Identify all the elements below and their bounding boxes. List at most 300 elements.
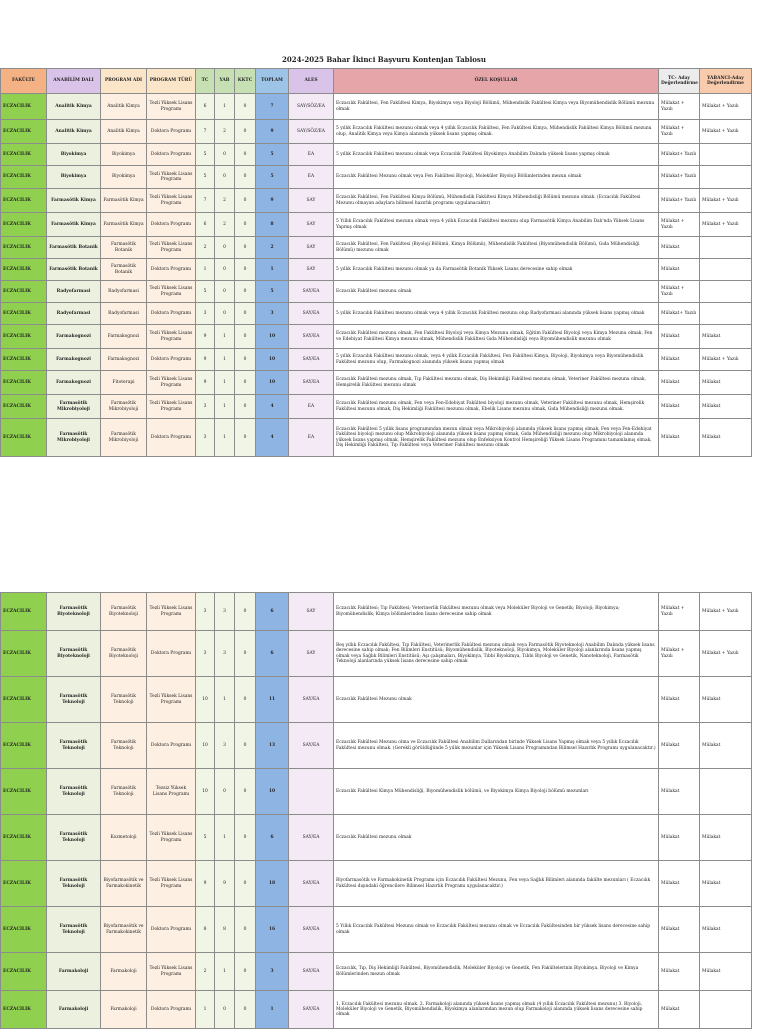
cell-fakulte: ECZACILIK — [1, 189, 47, 213]
cell-program-adi: Farmasötik Teknoloji — [101, 677, 147, 723]
cell-toplam: 10 — [256, 371, 289, 395]
cell-ozel-kosullar: Eczacılık Fakültesi mezunu olmak, Fen Fakültesi Biyoloji veya Kimya Mezunu olmak, Eğitim Fakültesi Biyoloji veya Kimya Mezunu olmak, Fen ve Edebiyat Fakültesi Kimya mezunu olmak, Mühendislik Fakültesi Gıda Mühendisliği veya Biyomühendislik mezunu olmak — [334, 325, 659, 349]
cell-kktc: 0 — [235, 213, 256, 237]
cell-yab: 1 — [215, 371, 235, 395]
cell-tc-aday: Mülakat — [659, 907, 700, 953]
cell-anabilim: Biyokimya — [47, 166, 101, 189]
table-row — [1, 94, 752, 120]
cell-anabilim: Farmasötik Mikrobiyoloji — [47, 419, 101, 457]
cell-ales: EA — [289, 419, 334, 457]
header-fakulte: FAKÜLTE — [1, 69, 47, 94]
table-row — [1, 144, 752, 166]
cell-tc: 2 — [196, 953, 215, 991]
cell-fakulte: ECZACILIK — [1, 166, 47, 189]
cell-program-adi: Biyofarmasötik ve Farmakokinetik — [101, 861, 147, 907]
cell-ozel-kosullar: Eczacılık Fakültesi Mezunu olmak — [334, 677, 659, 723]
cell-toplam: 18 — [256, 861, 289, 907]
cell-toplam: 10 — [256, 325, 289, 349]
cell-yabanci-aday: Mülakat — [700, 395, 752, 419]
cell-anabilim: Farmasötik Teknoloji — [47, 907, 101, 953]
cell-program-adi: Farmasötik Biyoteknoloji — [101, 593, 147, 631]
cell-program-adi: Farmasötik Mikrobiyoloji — [101, 419, 147, 457]
table-row — [1, 991, 752, 1029]
cell-toplam: 5 — [256, 144, 289, 166]
cell-anabilim: Farmasötik Teknoloji — [47, 861, 101, 907]
cell-fakulte: ECZACILIK — [1, 94, 47, 120]
cell-toplam: 5 — [256, 281, 289, 303]
cell-yabanci-aday: Mülakat — [700, 953, 752, 991]
cell-kktc: 0 — [235, 237, 256, 259]
cell-tc-aday: Mülakat — [659, 723, 700, 769]
header-yabanci-aday: YABANCI-Aday Değerlendirme — [700, 69, 752, 94]
cell-kktc: 0 — [235, 991, 256, 1029]
cell-ales: SAY/EA — [289, 907, 334, 953]
cell-anabilim: Farmakognozi — [47, 349, 101, 371]
cell-yab: 1 — [215, 419, 235, 457]
cell-toplam: 9 — [256, 120, 289, 144]
cell-toplam: 3 — [256, 953, 289, 991]
table-row — [1, 371, 752, 395]
cell-ales: SAY/EA — [289, 677, 334, 723]
cell-ales: SAY — [289, 259, 334, 281]
cell-toplam: 7 — [256, 94, 289, 120]
cell-anabilim: Farmasötik Biyoteknoloji — [47, 631, 101, 677]
cell-toplam: 6 — [256, 631, 289, 677]
cell-yab: 0 — [215, 166, 235, 189]
table-row — [1, 281, 752, 303]
cell-tc-aday: Mülakat + Yazılı — [659, 593, 700, 631]
cell-yabanci-aday: Mülakat — [700, 861, 752, 907]
cell-tc: 9 — [196, 325, 215, 349]
cell-program-turu: Doktora Programı — [147, 631, 196, 677]
cell-fakulte: ECZACILIK — [1, 419, 47, 457]
cell-yabanci-aday — [700, 281, 752, 303]
cell-program-turu: Tezli Yüksek Lisans Programı — [147, 325, 196, 349]
cell-kktc: 0 — [235, 593, 256, 631]
cell-yab: 1 — [215, 349, 235, 371]
header-row — [1, 69, 752, 94]
cell-toplam: 6 — [256, 815, 289, 861]
cell-tc-aday: Mülakat + Yazılı — [659, 281, 700, 303]
page-title: 2024-2025 Bahar İkinci Başvuru Kontenjan Tablosu — [282, 55, 486, 64]
table-row — [1, 166, 752, 189]
cell-fakulte: ECZACILIK — [1, 769, 47, 815]
cell-tc-aday: Mülakat — [659, 677, 700, 723]
table-row — [1, 861, 752, 907]
cell-yabanci-aday: Mülakat + Yazılı — [700, 189, 752, 213]
cell-anabilim: Biyokimya — [47, 144, 101, 166]
cell-program-adi: Farmasötik Teknoloji — [101, 769, 147, 815]
cell-ales: SAY — [289, 631, 334, 677]
cell-program-turu: Doktora Programı — [147, 419, 196, 457]
cell-ales: SAY/EA — [289, 303, 334, 325]
cell-tc-aday: Mülakat + Yazılı — [659, 631, 700, 677]
cell-kktc: 0 — [235, 189, 256, 213]
cell-program-turu: Tezli Yüksek Lisans Programı — [147, 371, 196, 395]
cell-kktc: 0 — [235, 677, 256, 723]
table-row — [1, 237, 752, 259]
cell-yabanci-aday — [700, 303, 752, 325]
cell-toplam: 13 — [256, 723, 289, 769]
cell-toplam: 3 — [256, 303, 289, 325]
cell-yab: 8 — [215, 907, 235, 953]
cell-anabilim: Farmakognozi — [47, 325, 101, 349]
cell-toplam: 2 — [256, 237, 289, 259]
cell-anabilim: Farmasötik Biyoteknoloji — [47, 593, 101, 631]
cell-kktc: 0 — [235, 166, 256, 189]
cell-yab: 0 — [215, 991, 235, 1029]
table-row — [1, 593, 752, 631]
cell-tc: 3 — [196, 395, 215, 419]
cell-tc: 10 — [196, 677, 215, 723]
cell-tc: 8 — [196, 907, 215, 953]
cell-anabilim: Analitik Kimya — [47, 94, 101, 120]
cell-ales — [289, 769, 334, 815]
cell-kktc: 0 — [235, 419, 256, 457]
cell-tc: 7 — [196, 120, 215, 144]
cell-anabilim: Farmasötik Botanik — [47, 259, 101, 281]
cell-ales: SAY — [289, 237, 334, 259]
cell-tc-aday: Mülakat+ Yazılı — [659, 166, 700, 189]
header-ales: ALES — [289, 69, 334, 94]
cell-anabilim: Farmasötik Mikrobiyoloji — [47, 395, 101, 419]
cell-ozel-kosullar: 5 Yıllık Eczacılık Fakültesi Mezunu olmak ve Eczacılık Fakültesi mezunu olmak ve Eczacılık Fakültesinden bir yüksek lisans derecesine sahip olmak — [334, 907, 659, 953]
cell-yabanci-aday: Mülakat + Yazılı — [700, 213, 752, 237]
cell-anabilim: Farmasötik Teknoloji — [47, 769, 101, 815]
cell-program-adi: Biyokimya — [101, 166, 147, 189]
cell-tc: 5 — [196, 281, 215, 303]
cell-tc-aday: Mülakat+ Yazılı — [659, 189, 700, 213]
cell-ales: EA — [289, 166, 334, 189]
cell-anabilim: Farmasötik Teknoloji — [47, 815, 101, 861]
cell-anabilim: Radyofarmasi — [47, 303, 101, 325]
table-row — [1, 395, 752, 419]
header-kktc: KKTC — [235, 69, 256, 94]
cell-yabanci-aday: Mülakat — [700, 815, 752, 861]
table-row — [1, 189, 752, 213]
cell-kktc: 0 — [235, 631, 256, 677]
cell-tc-aday: Mülakat — [659, 371, 700, 395]
cell-yab: 2 — [215, 213, 235, 237]
cell-program-turu: Tezli Yüksek Lisans Programı — [147, 677, 196, 723]
table-row — [1, 907, 752, 953]
quota-table-top — [0, 68, 752, 457]
cell-yabanci-aday: Mülakat + Yazılı — [700, 120, 752, 144]
cell-yab: 0 — [215, 303, 235, 325]
cell-fakulte: ECZACILIK — [1, 907, 47, 953]
cell-kktc: 0 — [235, 723, 256, 769]
cell-ozel-kosullar: Eczacılık Fakültesi Mezunu olma ve Eczacılık Fakültesi Anabilim Dallarından birinde Yüksek Lisans Yapmış olmak veya 5 yıllık Eczacılık Fakültesi mezunu olmak. (Gerekli görüldüğünde 5 yıllık mezunlar için Yüksek Lisans Programından Bilimsel Hazırlık Programı uygulanacaktır.) — [334, 723, 659, 769]
cell-tc: 3 — [196, 419, 215, 457]
cell-fakulte: ECZACILIK — [1, 259, 47, 281]
cell-program-turu: Tezli Yüksek Lisans Programı — [147, 281, 196, 303]
cell-anabilim: Farmakognozi — [47, 371, 101, 395]
cell-toplam: 9 — [256, 189, 289, 213]
cell-tc: 5 — [196, 166, 215, 189]
cell-yab: 0 — [215, 281, 235, 303]
cell-yabanci-aday — [700, 166, 752, 189]
cell-yabanci-aday: Mülakat — [700, 419, 752, 457]
cell-ozel-kosullar: Eczacılık Fakültesi mezunu olmak — [334, 281, 659, 303]
cell-tc: 9 — [196, 349, 215, 371]
table-row — [1, 325, 752, 349]
cell-fakulte: ECZACILIK — [1, 861, 47, 907]
cell-tc: 9 — [196, 861, 215, 907]
cell-anabilim: Farmakoloji — [47, 991, 101, 1029]
header-toplam: TOPLAM — [256, 69, 289, 94]
table-row — [1, 120, 752, 144]
cell-tc-aday: Mülakat — [659, 769, 700, 815]
cell-ales: SAY/SÖZ/EA — [289, 94, 334, 120]
cell-yab: 1 — [215, 395, 235, 419]
cell-yabanci-aday: Mülakat + Yazılı — [700, 593, 752, 631]
cell-ales: SAY/EA — [289, 281, 334, 303]
cell-fakulte: ECZACILIK — [1, 371, 47, 395]
cell-program-turu: Doktora Programı — [147, 144, 196, 166]
header-tc: TC — [196, 69, 215, 94]
cell-program-turu: Tezli Yüksek Lisans Programı — [147, 237, 196, 259]
cell-anabilim: Farmakoloji — [47, 953, 101, 991]
cell-toplam: 5 — [256, 166, 289, 189]
cell-ozel-kosullar: 5 Yıllık Eczacılık Fakültesi mezunu olmak veya 4 yıllık Eczacılık Fakültesi mezunu olup Farmasötik Kimya Anabilim Dalı'nda Yüksek Lisans Yapmış olmak — [334, 213, 659, 237]
cell-program-turu: Doktora Programı — [147, 723, 196, 769]
header-tc-aday: TC- Aday Değerlendirme — [659, 69, 700, 94]
cell-ozel-kosullar: 5 yıllık Eczacılık Fakültesi mezunu olmak veya Eczacılık Fakültesi Biyokimya Anabilim Dalında yüksek lisans yapmış olmak — [334, 144, 659, 166]
cell-program-adi: Farmasötik Teknoloji — [101, 723, 147, 769]
cell-ozel-kosullar: Eczacılık, Tıp, Diş Hekimliği Fakültesi, Biyomühendislik, Moleküler Biyoloji ve Genetik, Fen Fakültelerinin Biyokimya, Biyoloji ve Kimya Bölümlerinden mezun olmak — [334, 953, 659, 991]
table-row — [1, 677, 752, 723]
header-program-turu: PROGRAM TÜRÜ — [147, 69, 196, 94]
cell-tc-aday: Mülakat — [659, 991, 700, 1029]
cell-yabanci-aday — [700, 259, 752, 281]
cell-yab: 0 — [215, 144, 235, 166]
cell-yab: 0 — [215, 237, 235, 259]
cell-program-adi: Farmakognozi — [101, 325, 147, 349]
cell-program-adi: Farmasötik Biyoteknoloji — [101, 631, 147, 677]
cell-tc: 5 — [196, 815, 215, 861]
cell-yabanci-aday: Mülakat — [700, 371, 752, 395]
cell-toplam: 6 — [256, 593, 289, 631]
cell-tc-aday: Mülakat + Yazılı — [659, 94, 700, 120]
cell-program-adi: Farmakoloji — [101, 991, 147, 1029]
table-row — [1, 953, 752, 991]
cell-kktc: 0 — [235, 861, 256, 907]
cell-fakulte: ECZACILIK — [1, 213, 47, 237]
table-row — [1, 303, 752, 325]
cell-toplam: 11 — [256, 677, 289, 723]
cell-tc-aday: Mülakat + Yazılı — [659, 120, 700, 144]
cell-fakulte: ECZACILIK — [1, 349, 47, 371]
cell-program-adi: Farmasötik Kimya — [101, 213, 147, 237]
cell-ales: SAY/EA — [289, 371, 334, 395]
cell-kktc: 0 — [235, 303, 256, 325]
cell-tc: 10 — [196, 723, 215, 769]
header-anabilim: ANABİLİM DALI — [47, 69, 101, 94]
cell-fakulte: ECZACILIK — [1, 395, 47, 419]
cell-program-turu: Tezsiz Yüksek Lisans Programı — [147, 769, 196, 815]
header-program-adi: PROGRAM ADI — [101, 69, 147, 94]
cell-anabilim: Farmasötik Kimya — [47, 213, 101, 237]
cell-yab: 0 — [215, 769, 235, 815]
cell-tc: 3 — [196, 303, 215, 325]
cell-yab: 2 — [215, 120, 235, 144]
cell-fakulte: ECZACILIK — [1, 991, 47, 1029]
cell-yabanci-aday — [700, 991, 752, 1029]
cell-program-adi: Analitik Kimya — [101, 120, 147, 144]
cell-yabanci-aday — [700, 144, 752, 166]
cell-ales: SAY/EA — [289, 723, 334, 769]
cell-toplam: 16 — [256, 907, 289, 953]
cell-tc-aday: Mülakat + Yazılı — [659, 213, 700, 237]
cell-ales: SAY/EA — [289, 991, 334, 1029]
cell-ozel-kosullar: 5 yıllık Eczacılık Fakültesi mezunu olmak ya da Farmasötik Botanik Yüksek Lisans derecesine sahip olmak — [334, 259, 659, 281]
cell-program-turu: Tezli Yüksek Lisans Programı — [147, 593, 196, 631]
cell-program-turu: Doktora Programı — [147, 907, 196, 953]
cell-ales: SAY/EA — [289, 953, 334, 991]
cell-program-adi: Biyokimya — [101, 144, 147, 166]
cell-ales: SAY/EA — [289, 349, 334, 371]
cell-ales: SAY — [289, 189, 334, 213]
cell-program-turu: Doktora Programı — [147, 259, 196, 281]
cell-tc-aday: Mülakat+ Yazılı — [659, 144, 700, 166]
cell-fakulte: ECZACILIK — [1, 631, 47, 677]
cell-ales: SAY/SÖZ/EA — [289, 120, 334, 144]
cell-program-turu: Tezli Yüksek Lisans Programı — [147, 953, 196, 991]
cell-yab: 3 — [215, 593, 235, 631]
cell-yab: 3 — [215, 631, 235, 677]
cell-anabilim: Farmasötik Teknoloji — [47, 723, 101, 769]
cell-fakulte: ECZACILIK — [1, 144, 47, 166]
cell-ales: EA — [289, 395, 334, 419]
cell-tc: 2 — [196, 237, 215, 259]
cell-ozel-kosullar: 5 yıllık Eczacılık Fakültesi mezunu olmak veya 4 yıllık Eczacılık Fakültesi mezunu olup Radyofarmasi alanında yüksek lisans yapmış olmak — [334, 303, 659, 325]
cell-toplam: 4 — [256, 419, 289, 457]
cell-program-adi: Analitik Kimya — [101, 94, 147, 120]
header-yab: YAB — [215, 69, 235, 94]
cell-anabilim: Farmasötik Kimya — [47, 189, 101, 213]
cell-program-turu: Tezli Yüksek Lisans Programı — [147, 94, 196, 120]
cell-fakulte: ECZACILIK — [1, 593, 47, 631]
cell-program-adi: Radyofarmasi — [101, 281, 147, 303]
quota-table-bottom — [0, 592, 752, 1029]
cell-program-turu: Doktora Programı — [147, 991, 196, 1029]
cell-fakulte: ECZACILIK — [1, 815, 47, 861]
cell-ales: SAY — [289, 593, 334, 631]
cell-ales: SAY/EA — [289, 325, 334, 349]
cell-yabanci-aday: Mülakat — [700, 677, 752, 723]
cell-program-turu: Tezli Yüksek Lisans Programı — [147, 861, 196, 907]
cell-tc-aday: Mülakat+ Yazılı — [659, 303, 700, 325]
cell-fakulte: ECZACILIK — [1, 120, 47, 144]
cell-fakulte: ECZACILIK — [1, 953, 47, 991]
cell-yab: 0 — [215, 259, 235, 281]
cell-tc-aday: Mülakat — [659, 815, 700, 861]
cell-yabanci-aday — [700, 769, 752, 815]
cell-program-turu: Doktora Programı — [147, 303, 196, 325]
header-ozel-kosullar: ÖZEL KOŞULLAR — [334, 69, 659, 94]
table-row — [1, 769, 752, 815]
cell-kktc: 0 — [235, 349, 256, 371]
cell-tc-aday: Mülakat — [659, 325, 700, 349]
cell-program-adi: Biyofarmasötik ve Farmakokinetik — [101, 907, 147, 953]
cell-toplam: 4 — [256, 395, 289, 419]
cell-fakulte: ECZACILIK — [1, 237, 47, 259]
cell-kktc: 0 — [235, 953, 256, 991]
cell-toplam: 10 — [256, 349, 289, 371]
cell-program-adi: Farmasötik Kimya — [101, 189, 147, 213]
cell-ozel-kosullar: Eczacılık Fakültesi Kimya Mühendisliği, Biyomühendislik bölümü, ve Biyokimya Kimya Biyoloji bölümü mezunları — [334, 769, 659, 815]
cell-tc-aday: Mülakat — [659, 395, 700, 419]
cell-tc: 9 — [196, 371, 215, 395]
cell-ozel-kosullar: Eczacılık Fakültesi 5 yıllık lisans programından mezun olmak veya Mikrobiyoloji alanında yüksek lisans yapmış olmak, Fen veya Fen-Edebiyat Fakültesi biyoloji mezunu olup Mikrobiyoloji alanında yüksek lisans yapmış olmak, Gıda Mühendisliği mezunu olup Mikrobiyoloji alanında yüksek lisans yapmış olmak, Hemşirelik Fakültesi mezunu olup Enfeksiyon Kontrol Hemşireliği Yüksek Lisans Programını tamamlamış olmak, Diş Hekimliği Fakültesi, Tıp Fakültesi veya Veteriner Fakültesi mezunu olmak — [334, 419, 659, 457]
cell-ales: SAY/EA — [289, 861, 334, 907]
cell-anabilim: Analitik Kimya — [47, 120, 101, 144]
cell-tc: 6 — [196, 94, 215, 120]
cell-tc-aday: Mülakat — [659, 349, 700, 371]
cell-anabilim: Farmasötik Botanik — [47, 237, 101, 259]
cell-yabanci-aday: Mülakat — [700, 325, 752, 349]
cell-tc-aday: Mülakat — [659, 953, 700, 991]
cell-tc: 1 — [196, 259, 215, 281]
cell-ozel-kosullar: Eczacılık Fakültesi, Fen Fakültesi (Biyoloji Bölümü, Kimya Bölümü), Mühendislik Fakültesi (Biyomühendislik Bölümü, Gıda Mühendisliği Bölümü) mezunu olmak — [334, 237, 659, 259]
cell-yab: 1 — [215, 815, 235, 861]
cell-ales: SAY/EA — [289, 815, 334, 861]
cell-kktc: 0 — [235, 769, 256, 815]
table-row — [1, 723, 752, 769]
cell-ozel-kosullar: Eczacılık Fakültesi mezunu olmak, Tıp Fakültesi mezunu olmak, Diş Hekimliği Fakültesi mezunu olmak, Veteriner Fakültesi mezunu olmak, Hemşirelik Fakültesi mezunu olmak — [334, 371, 659, 395]
cell-ozel-kosullar: 5 yıllık Eczacılık Fakültesi mezunu olmak, veya 4 yıllık Eczacılık Fakültesi, Fen Fakültesi Kimya, Biyoloji, Biyokimya veya Biyomühendislik Fakültesi mezunu olup, Farmakognozi alanında yüksek lisans yapmış olmak — [334, 349, 659, 371]
cell-tc: 7 — [196, 189, 215, 213]
cell-ozel-kosullar: Eczacılık Fakültesi, Fen Fakültesi Kimya, Biyokimya veya Biyoloji Bölümü, Mühendislik Fakültesi Kimya veya Biyomühendislik Bölümü mezunu olmak — [334, 94, 659, 120]
cell-ozel-kosullar: 1. Eczacılık Fakültesi mezunu olmak. 2. Farmakoloji alanında yüksek lisans yapmış olmak (4 yıllık Eczacılık Fakültesi mezunu) 3. Biyoloji, Moleküler Biyoloji ve Genetik, Biyomühendislik, Biyokimya alanlarından mezun olup Farmakoloji alanında yüksek lisans derecesine sahip olmak — [334, 991, 659, 1029]
table-row — [1, 815, 752, 861]
cell-kktc: 0 — [235, 815, 256, 861]
cell-yabanci-aday: Mülakat + Yazılı — [700, 349, 752, 371]
cell-ozel-kosullar: Eczacılık Fakültesi Mezunu olmak veya Fen Fakültesi Biyoloji, Moleküler Biyoloji Bölümlerinden mezun olmak — [334, 166, 659, 189]
cell-yabanci-aday: Mülakat + Yazılı — [700, 94, 752, 120]
cell-ozel-kosullar: 5 yıllık Eczacılık Fakültesi mezunu olmak veya 4 yıllık Eczacılık Fakültesi, Fen Fakültesi Kimya, Mühendislik Fakültesi Kimya Bölümü mezunu olup, Analitik Kimya veya Kimya alanında yüksek lisans yapmış olmak. — [334, 120, 659, 144]
cell-program-turu: Tezli Yüksek Lisans Programı — [147, 815, 196, 861]
cell-yab: 1 — [215, 677, 235, 723]
cell-program-turu: Doktora Programı — [147, 120, 196, 144]
cell-fakulte: ECZACILIK — [1, 325, 47, 349]
cell-tc-aday: Mülakat — [659, 259, 700, 281]
cell-yabanci-aday — [700, 237, 752, 259]
cell-fakulte: ECZACILIK — [1, 723, 47, 769]
cell-toplam: 1 — [256, 259, 289, 281]
cell-program-turu: Doktora Programı — [147, 213, 196, 237]
cell-kktc: 0 — [235, 259, 256, 281]
cell-ozel-kosullar: Eczacılık Fakültesi; Tıp Fakültesi; Veterinerlik Fakültesi mezunu olmak veya Moleküler Biyoloji ve Genetik; Biyoloji; Biyokimya; Biyomühendislik; Kimya bölümlerinden lisans derecesine sahip olmak — [334, 593, 659, 631]
cell-yab: 3 — [215, 723, 235, 769]
cell-yab: 1 — [215, 94, 235, 120]
cell-kktc: 0 — [235, 907, 256, 953]
cell-program-adi: Farmakoloji — [101, 953, 147, 991]
cell-kktc: 0 — [235, 120, 256, 144]
cell-program-adi: Radyofarmasi — [101, 303, 147, 325]
table-row — [1, 631, 752, 677]
cell-fakulte: ECZACILIK — [1, 677, 47, 723]
cell-tc: 6 — [196, 213, 215, 237]
cell-program-adi: Farmasötik Botanik — [101, 259, 147, 281]
cell-ozel-kosullar: Eczacılık Fakültesi mezunu olmak, Fen veya Fen-Edebiyat Fakültesi biyoloji mezunu olmak, Veteriner Fakültesi mezunu olmak, Hemşirelik Fakültesi mezunu olmak, Diş Hekimliği Fakültesi mezunu olmak, Ebelik Lisans mezunu olmak, Gıda Mühendisliği mezunu olmak. — [334, 395, 659, 419]
cell-anabilim: Radyofarmasi — [47, 281, 101, 303]
cell-tc: 1 — [196, 991, 215, 1029]
cell-kktc: 0 — [235, 281, 256, 303]
cell-program-adi: Fitoterapi — [101, 371, 147, 395]
cell-ales: EA — [289, 144, 334, 166]
cell-kktc: 0 — [235, 371, 256, 395]
